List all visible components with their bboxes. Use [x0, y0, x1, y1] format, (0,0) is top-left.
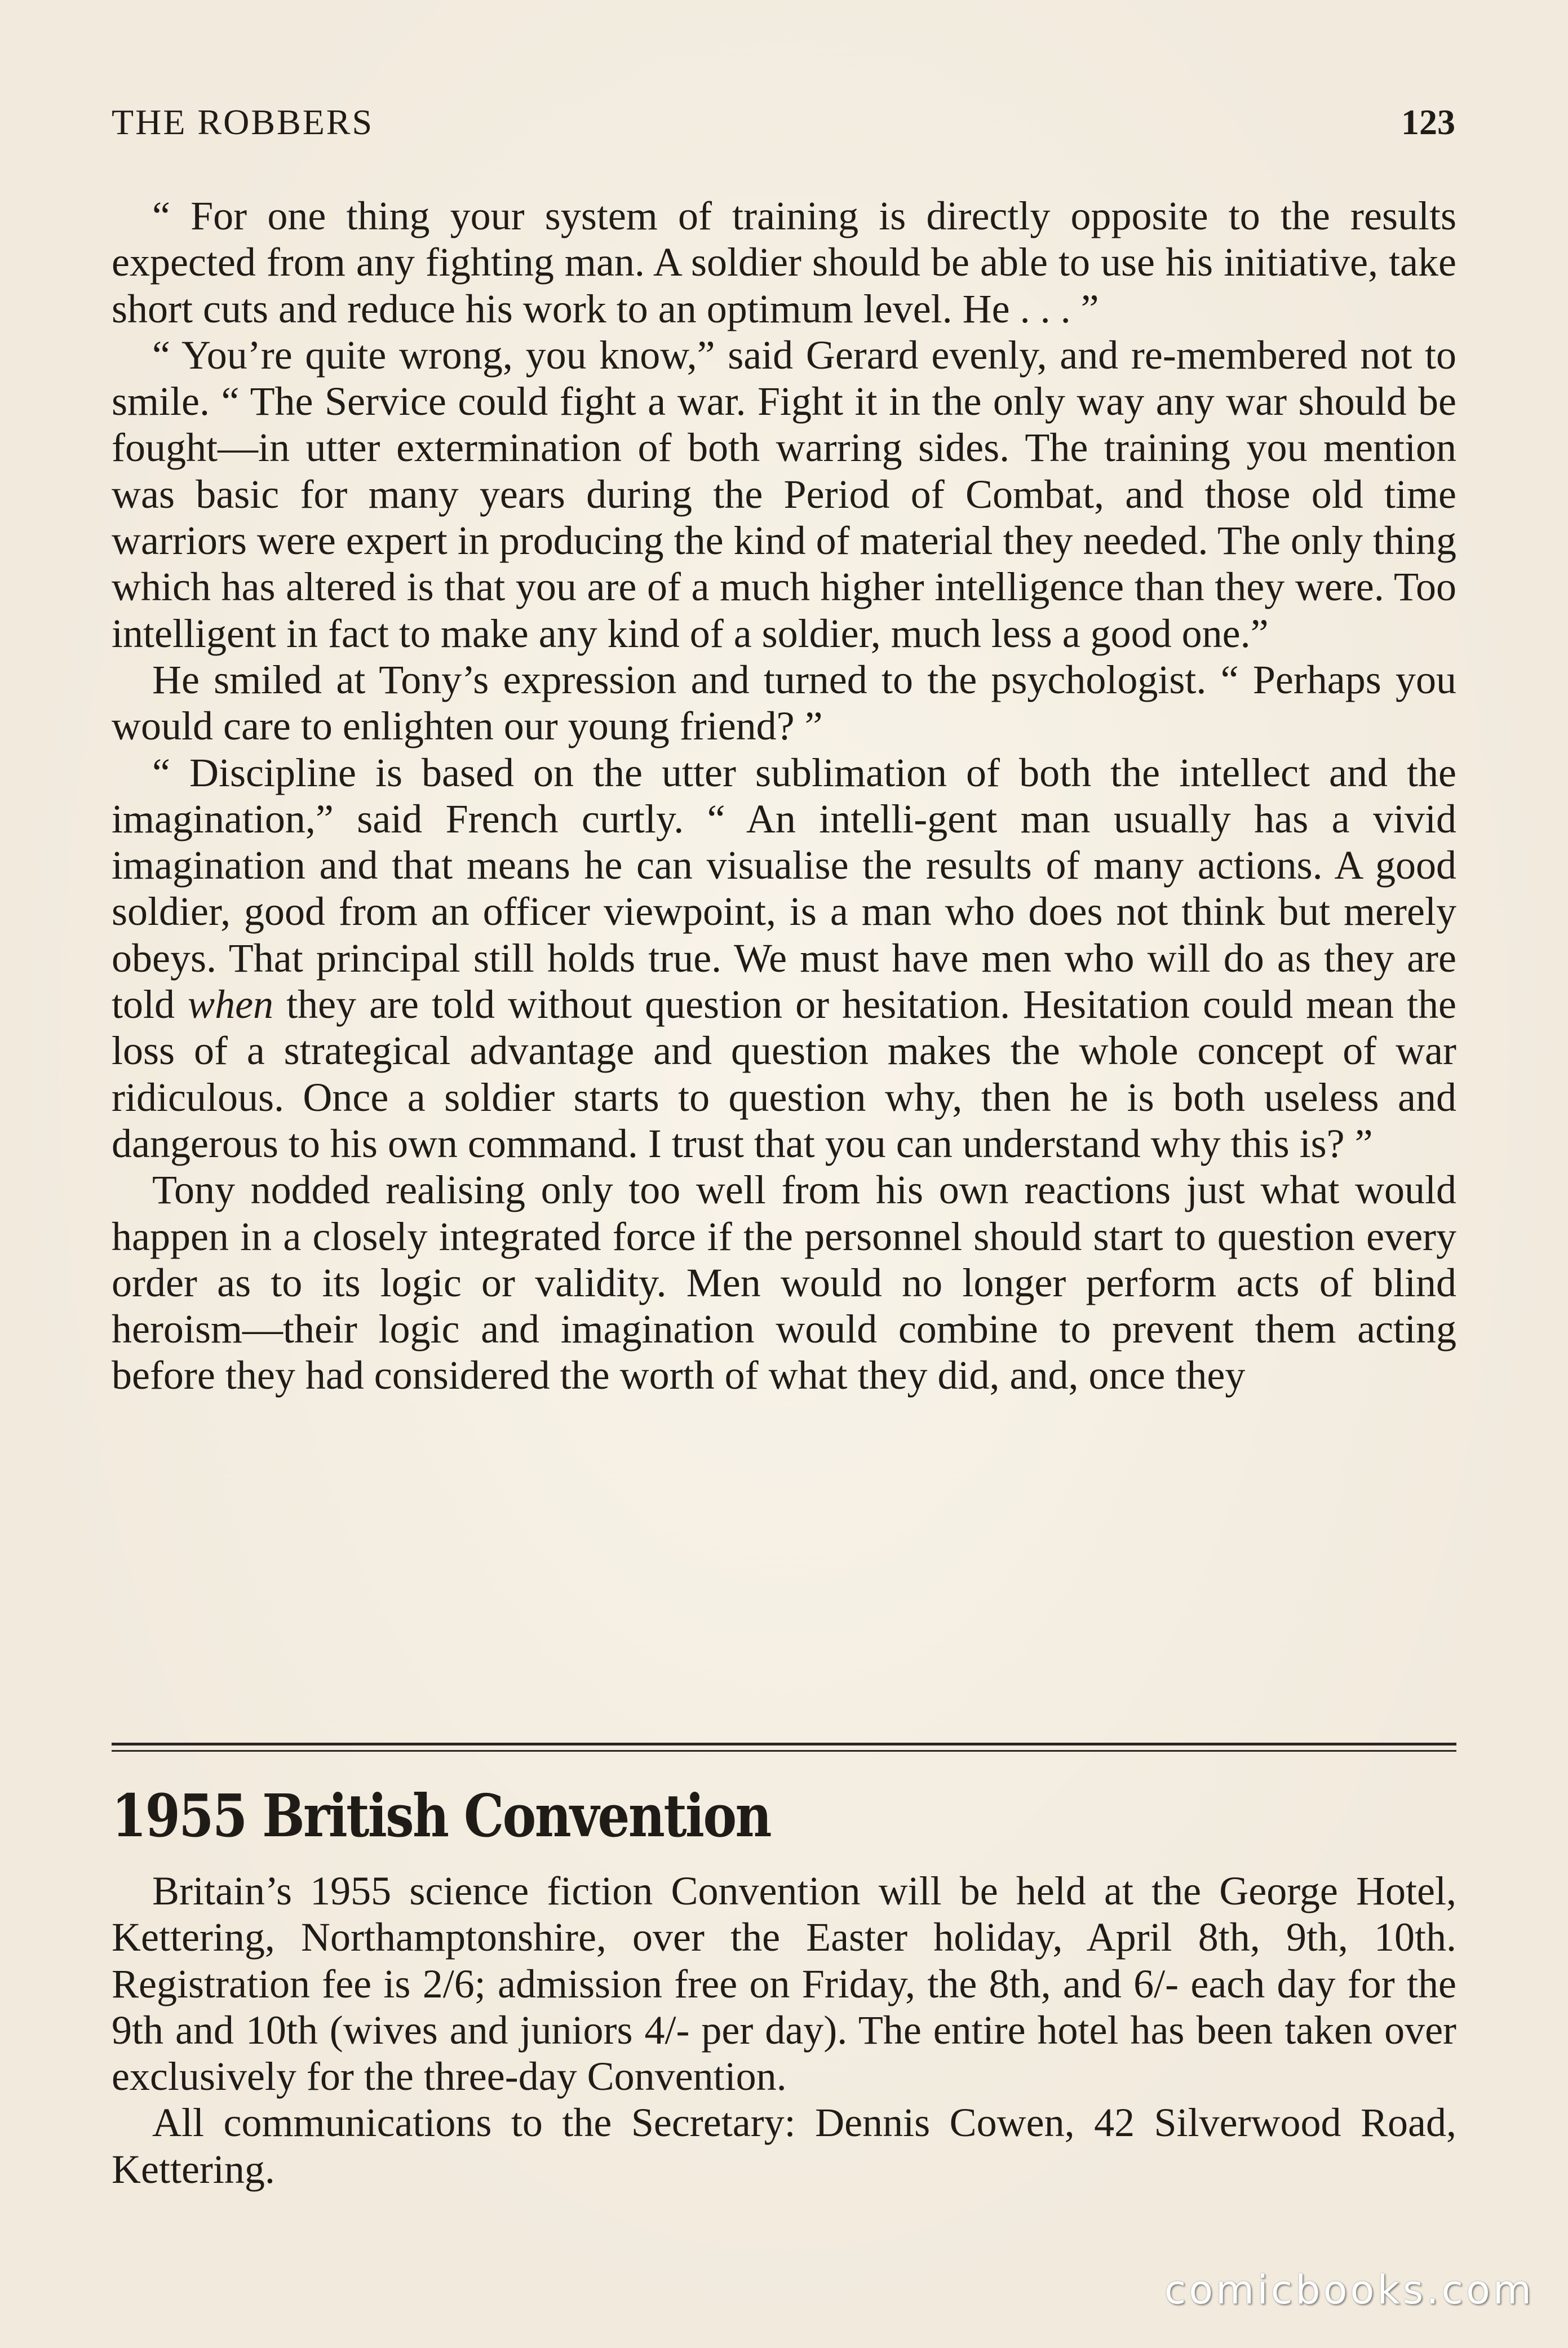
story-paragraph: “ You’re quite wrong, you know,” said Gerard evenly, and re-membered not to smile. “ The Service could fight a war. Fight it in the only way any war should be fought—in utter extermination of both warring sides. The training you mention was basic for many years during the Period of Combat, and those old time warriors were expert in producing the kind of material they needed. The only thing which has altered is that you are of a much higher intelligence than they were. Too intelligent in fact to make any kind of a soldier, much less a good one.”: [112, 332, 1456, 656]
story-text: [112, 193, 1456, 1399]
story-paragraph: “ For one thing your system of training is directly opposite to the results expected from any fighting man. A soldier should be able to use his initiative, take short cuts and reduce his work to an optimum level. He . . . ”: [112, 193, 1456, 331]
notice-paragraph: All communications to the Secretary: Dennis Cowen, 42 Silverwood Road, Kettering.: [112, 2100, 1456, 2192]
story-paragraph: “ Discipline is based on the utter sublimation of both the intellect and the imagination,” said French curtly. “ An intelli-gent man usually has a vivid imagination and that means he can visualise the results of many actions. A good soldier, good from an officer viewpoint, is a man who does not think but merely obeys. That principal still holds true. We must have men who will do as they are told when they are told without question or hesitation. Hesitation could mean the loss of a strategical advantage and question makes the whole concept of war ridiculous. Once a soldier starts to question why, then he is both useless and dangerous to his own command. I trust that you can understand why this is? ”: [112, 750, 1456, 1166]
running-head: [112, 101, 1455, 147]
section-divider: [112, 1743, 1456, 1752]
watermark: comicbooks.com: [1164, 2267, 1534, 2313]
story-paragraph: Tony nodded realising only too well from his own reactions just what would happen in a closely integrated force if the personnel should start to question every order as to its logic or validity. Men would no longer perform acts of blind heroism—their logic and imagination would combine to prevent them acting before they had considered the worth of what they did, and, once they: [112, 1167, 1456, 1398]
emphasis-word: when: [188, 982, 274, 1027]
running-title: THE ROBBERS: [112, 102, 374, 142]
notice-text: [112, 1868, 1456, 2192]
story-paragraph: He smiled at Tony’s expression and turned to the psychologist. “ Perhaps you would care to enlighten our young friend? ”: [112, 657, 1456, 749]
page-number: 123: [1401, 102, 1455, 142]
notice-paragraph: Britain’s 1955 science fiction Convention will be held at the George Hotel, Kettering, Northamptonshire, over the Easter holiday, April 8th, 9th, 10th. Registration fee is 2/6; admission free on Friday, the 8th, and 6/- each day for the 9th and 10th (wives and juniors 4/- per day). The entire hotel has been taken over exclusively for the three-day Convention.: [112, 1868, 1456, 2099]
notice-heading: 1955 British Convention: [112, 1781, 770, 1850]
